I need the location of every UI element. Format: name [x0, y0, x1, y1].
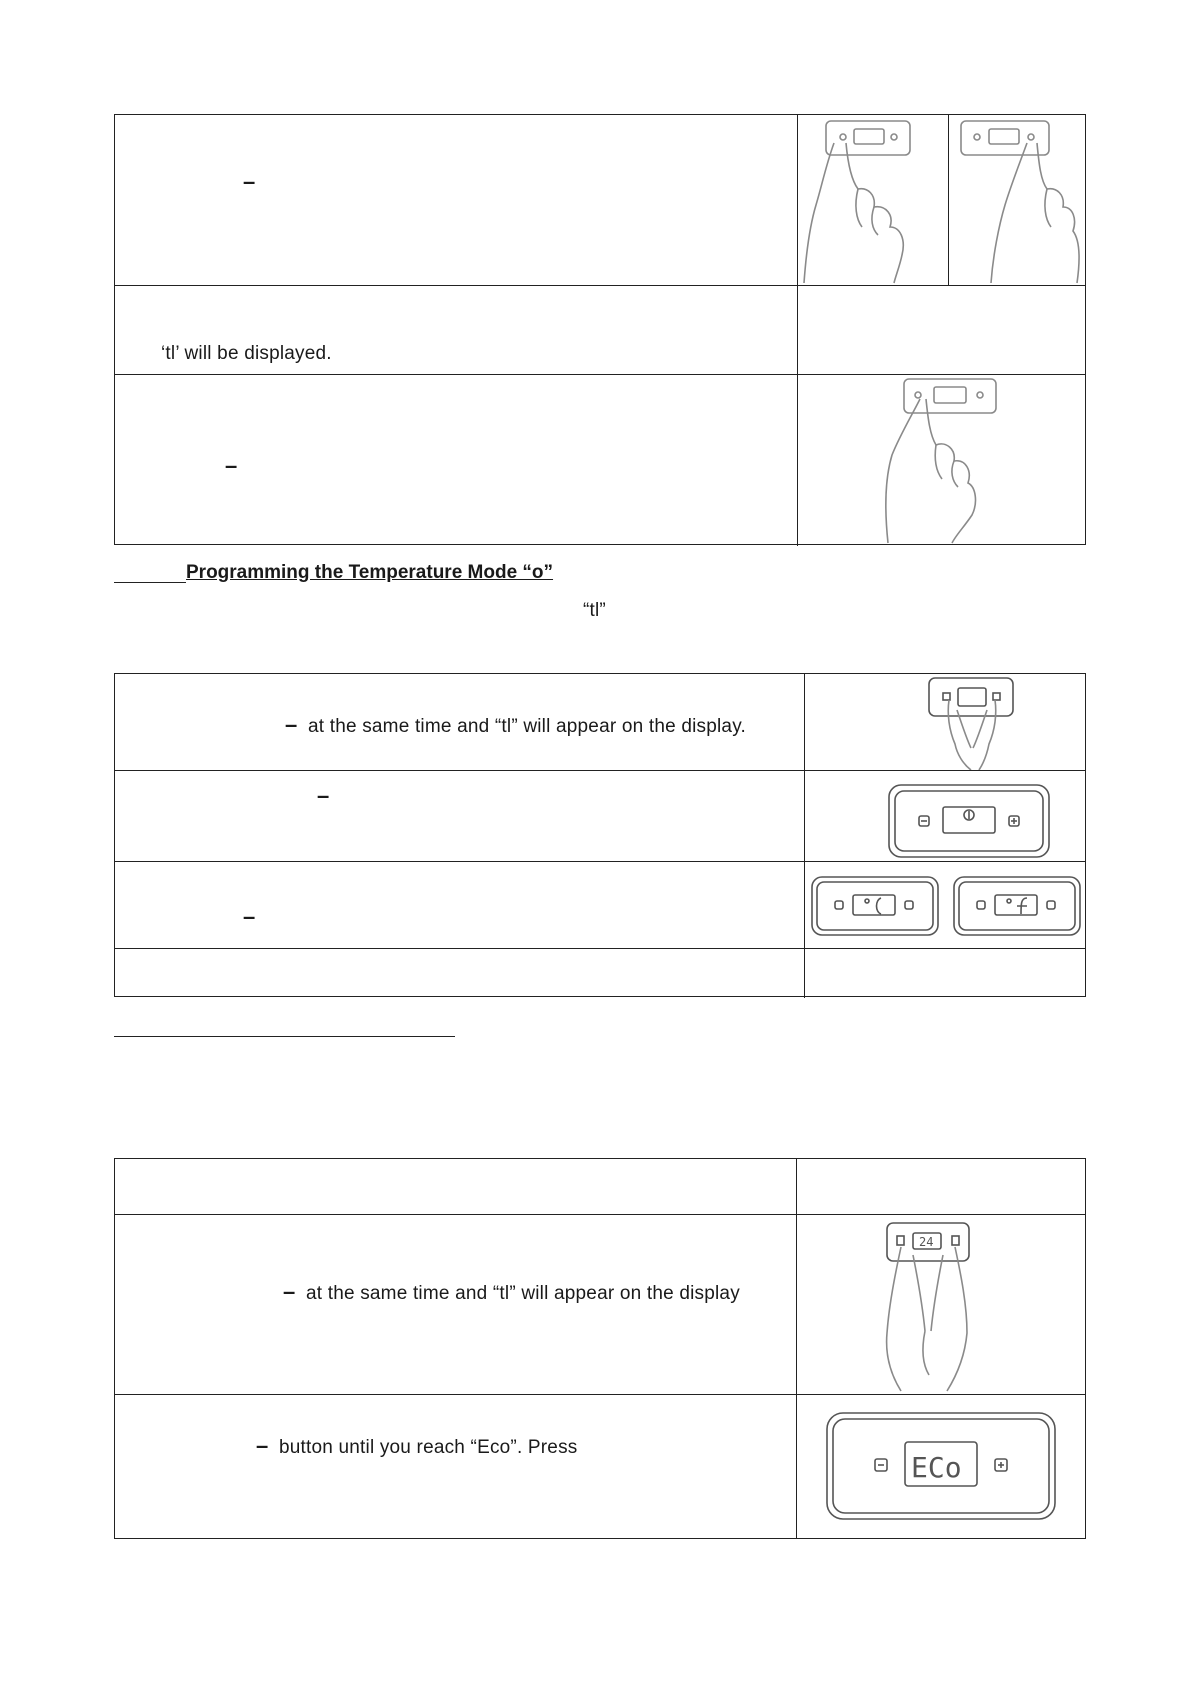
minus-button-symbol: – — [243, 169, 256, 194]
instruction-table-1 — [114, 114, 1086, 545]
table1-row-3 — [115, 375, 1085, 546]
section-rule — [114, 1036, 455, 1037]
display-readout: 24 — [919, 1235, 934, 1249]
table2-row-3-illustration — [803, 862, 1085, 948]
table3-row-3 — [115, 1395, 1085, 1538]
table3-row-3-instruction: button until you reach “Eco”. Press — [279, 1437, 578, 1458]
table3-row-1-illustration — [795, 1159, 1085, 1214]
table2-row-3-text — [115, 862, 805, 948]
table1-row-2-illustration — [796, 286, 1085, 374]
table2-row-4 — [115, 949, 1085, 998]
tl-displayed-text: ‘tl’ will be displayed. — [161, 343, 332, 364]
table1-row-1-illustration — [796, 115, 1085, 285]
table3-row-1-text — [115, 1159, 797, 1214]
table2-row-4-text — [115, 949, 805, 998]
table1-row-2 — [115, 286, 1085, 375]
minus-button-symbol: – — [283, 1279, 296, 1304]
table2-row-2 — [115, 771, 1085, 862]
table1-row-3-illustration — [796, 375, 1085, 546]
table3-row-2-illustration — [795, 1215, 1085, 1394]
eco-display-panel-icon — [795, 1395, 1085, 1537]
display-panel-icon — [803, 771, 1085, 861]
table1-row-1 — [115, 115, 1085, 286]
table2-row-3 — [115, 862, 1085, 949]
table3-row-3-text — [115, 1395, 797, 1538]
tl-quote: “tl” — [583, 600, 606, 621]
minus-button-symbol: – — [256, 1433, 269, 1458]
instruction-table-2 — [114, 673, 1086, 997]
display-panel-left-icon — [809, 874, 941, 944]
table3-row-2-text — [115, 1215, 797, 1394]
finger-press-minus-icon — [796, 375, 1085, 545]
table2-row-2-text — [115, 771, 805, 861]
minus-button-symbol: – — [285, 712, 298, 737]
eco-readout: ECo — [911, 1451, 962, 1484]
two-finger-press-24-icon — [795, 1215, 1085, 1395]
section-heading: Programming the Temperature Mode “o” — [186, 562, 554, 583]
heading-rule — [114, 582, 186, 583]
finger-press-right-icon — [949, 115, 1085, 285]
table3-row-2 — [115, 1215, 1085, 1395]
table3-row-1 — [115, 1159, 1085, 1215]
table2-row-1 — [115, 674, 1085, 771]
table2-row-2-illustration — [803, 771, 1085, 861]
table2-row-1-illustration — [803, 674, 1085, 770]
minus-button-symbol: – — [225, 453, 238, 478]
display-panel-right-icon — [951, 874, 1083, 944]
table2-row-4-illustration — [803, 949, 1085, 998]
table3-row-2-instruction: at the same time and “tl” will appear on the display — [306, 1283, 740, 1304]
minus-button-symbol: – — [243, 904, 256, 929]
table1-row-3-text — [115, 375, 798, 546]
finger-press-left-icon — [796, 115, 946, 285]
table1-row-1-text — [115, 115, 798, 285]
table3-row-3-illustration — [795, 1395, 1085, 1538]
table1-row-2-text — [115, 286, 798, 374]
minus-button-symbol: – — [317, 783, 330, 808]
table2-row-1-instruction: at the same time and “tl” will appear on the display. — [308, 716, 746, 737]
table2-row-1-text — [115, 674, 805, 770]
two-finger-press-icon — [803, 674, 1085, 770]
instruction-table-3 — [114, 1158, 1086, 1539]
